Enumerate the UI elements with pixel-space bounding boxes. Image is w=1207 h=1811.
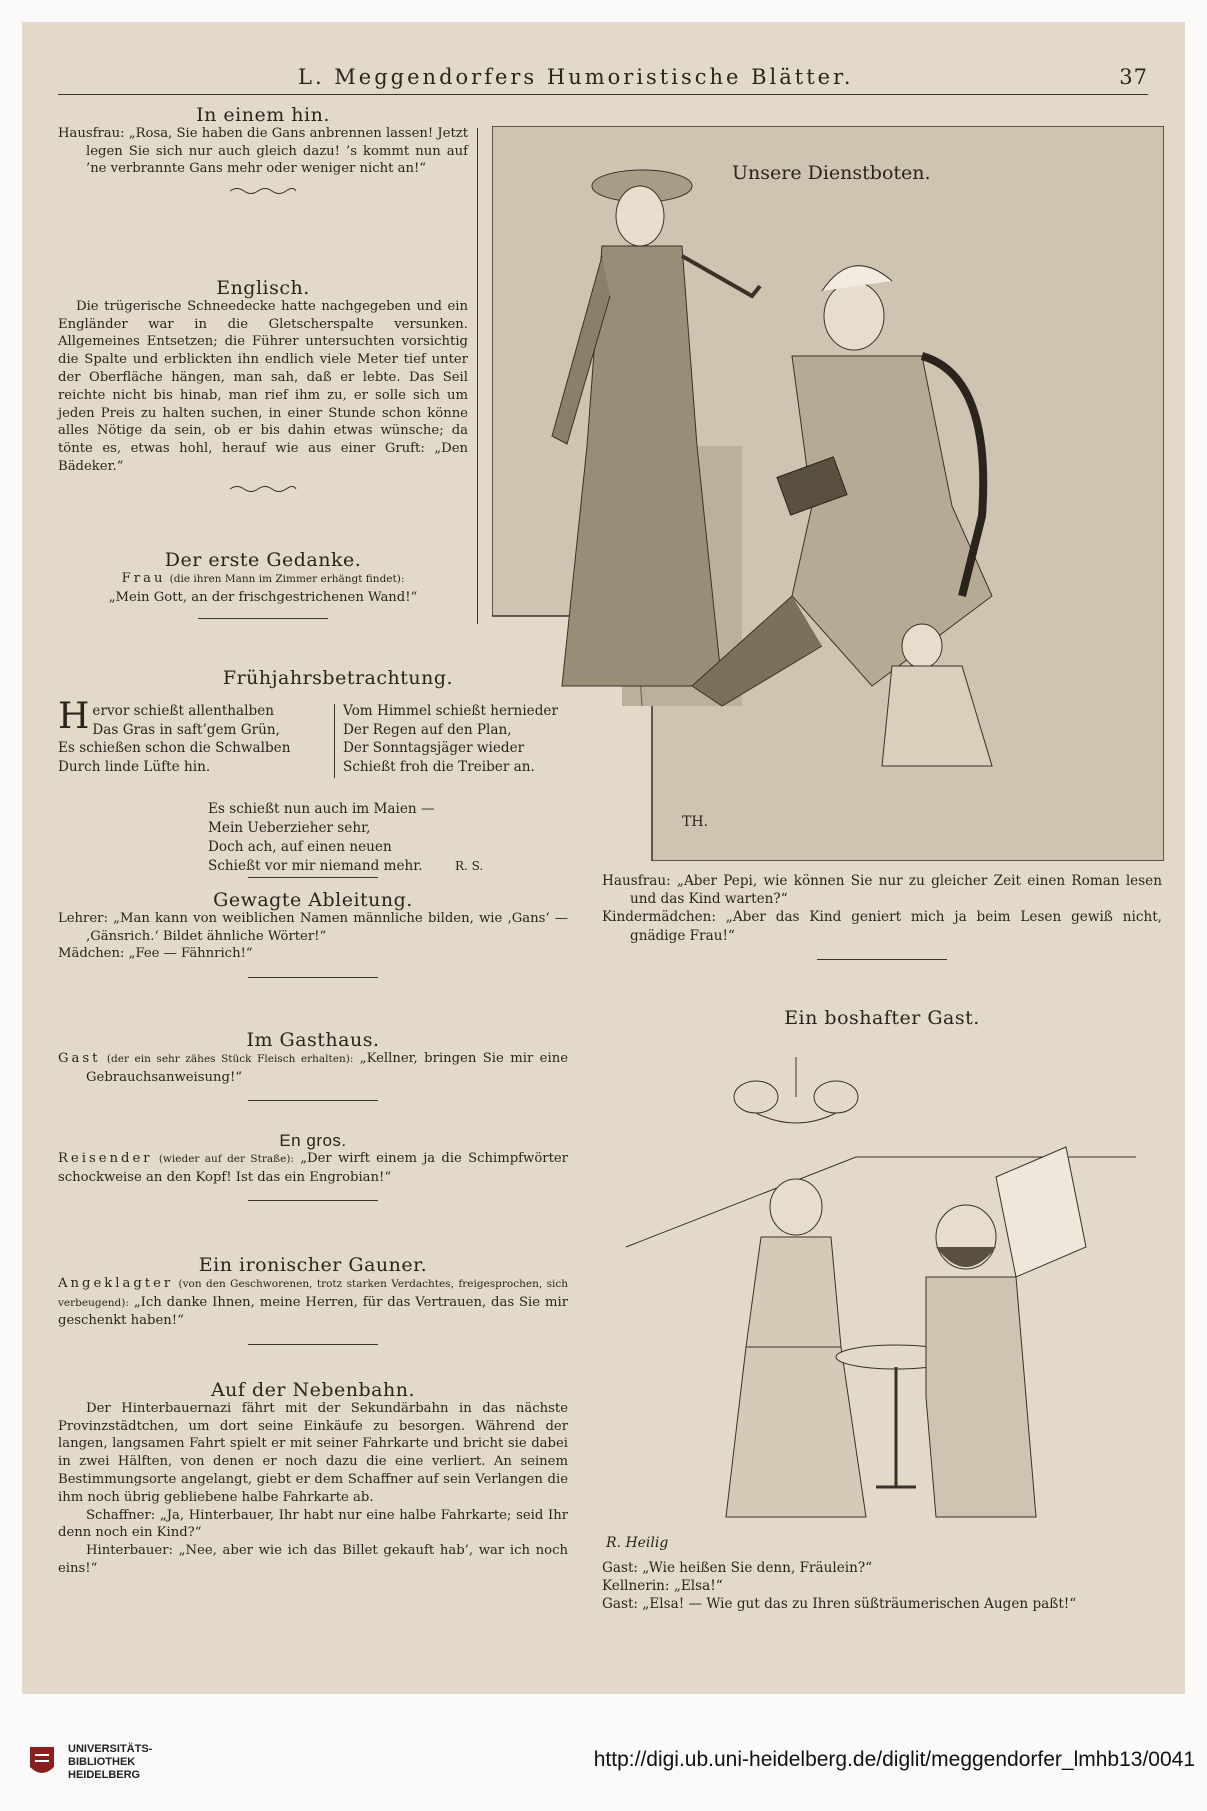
poem-line: Durch linde Lüfte hin. xyxy=(58,758,211,775)
article-text: Der Hinterbauernazi fährt mit der Sekundärbahn in das nächste Provinzstädtchen, um dort seine Einkäufe zu besorgen. Während der langen, langsamen Fahrt spielt er mit seiner Fahrkarte und bricht sie dabei in zwei Hälften, von denen er noch dazu die eine verliert. An seinem Bestimmungsorte angelangt, giebt er dem Schaffner auf sein Verlangen die ihm noch übrig gebliebene halbe Fahrkarte ab. xyxy=(58,1400,568,1505)
scanned-page xyxy=(22,22,1185,1694)
article-text: Mädchen: „Fee — Fähnrich!“ xyxy=(58,946,253,962)
speaker: Reisender xyxy=(58,1150,153,1166)
divider xyxy=(248,1200,378,1201)
illustration-signature: TH. xyxy=(682,814,708,830)
illustration-signature: R. Heilig xyxy=(606,1535,669,1551)
caption-line: Kellnerin: „Elsa!“ xyxy=(602,1578,723,1595)
article-text: Schaffner: „Ja, Hinterbauer, Ihr habt nur eine halbe Fahrkarte; seid Ihr denn noch ein Kind?“ xyxy=(58,1507,568,1541)
stage-note: (von den Geschworenen, trotz starken Verdachtes, freigesprochen, sich verbeugend): xyxy=(58,1277,568,1309)
poem-line: ervor schießt allenthalben xyxy=(92,703,275,719)
article-title: Ein ironischer Gauner. xyxy=(198,1254,428,1276)
drop-cap: H xyxy=(58,696,90,737)
illustration-boshafter-gast xyxy=(596,1047,1136,1557)
page-number: 37 xyxy=(1119,65,1148,89)
poem-line: Doch ach, auf einen neuen xyxy=(208,839,392,855)
poem-line: Der Sonntagsjäger wieder xyxy=(343,740,525,757)
poem-column-rule xyxy=(334,704,335,778)
article-title: Gewagte Ableitung. xyxy=(213,889,413,911)
library-crest-icon xyxy=(28,1745,56,1781)
speaker: Angeklagter xyxy=(58,1275,174,1291)
article-title: En gros. xyxy=(279,1131,347,1150)
stage-note: (der ein sehr zähes Stück Fleisch erhalten): xyxy=(106,1052,354,1065)
illustration-title: Unsere Dienstboten. xyxy=(732,162,931,184)
divider xyxy=(248,1344,378,1345)
poem-column-1 xyxy=(58,696,328,776)
article-text: „Ich danke Ihnen, meine Herren, für das Vertrauen, das Sie mir geschenkt haben!“ xyxy=(58,1294,568,1329)
caption-line: Gast: „Elsa! — Wie gut das zu Ihren süßträumerischen Augen paßt!“ xyxy=(602,1596,1077,1613)
article-title: In einem hin. xyxy=(196,104,330,126)
divider xyxy=(198,618,328,619)
speaker: Gast xyxy=(58,1050,101,1066)
poem-line: Vom Himmel schießt hernieder xyxy=(343,703,558,719)
magazine-sheet xyxy=(22,22,1185,1694)
illustration-dienstboten xyxy=(492,126,1164,861)
logo-text: HEIDELBERG xyxy=(68,1769,141,1781)
magazine-title: L. Meggendorfers Humoristische Blätter. xyxy=(298,65,854,89)
poem-line: Der Regen auf den Plan, xyxy=(343,721,512,738)
caption-boshafter-gast xyxy=(602,1559,1162,1614)
source-url[interactable]: http://digi.ub.uni-heidelberg.de/diglit/meggendorfer_lmhb13/0041 xyxy=(593,1748,1195,1771)
article-text: Hausfrau: „Rosa, Sie haben die Gans anbrennen lassen! Jetzt legen Sie sich nur auch gleich dazu! ’s kommt nun auf ’ne verbrannte Gans mehr oder weniger nicht an!“ xyxy=(58,125,468,177)
library-logo xyxy=(28,1737,188,1791)
illustration-title: Ein boshafter Gast. xyxy=(784,1007,980,1029)
article-text: Lehrer: „Man kann von weiblichen Namen männliche bilden, wie ‚Gans‘ — ‚Gänsrich.‘ Bildet ähnliche Wörter!“ xyxy=(58,910,568,944)
flourish-divider-icon xyxy=(228,484,298,494)
article-text: „Kellner, bringen Sie mir eine Gebrauchsanweisung!“ xyxy=(86,1050,569,1085)
caption-line: Kindermädchen: „Aber das Kind geniert mich ja beim Lesen gewiß nicht, gnädige Frau!“ xyxy=(602,909,1162,944)
article-title: Englisch. xyxy=(216,277,310,299)
article-auf-der-nebenbahn xyxy=(58,1379,568,1578)
divider xyxy=(248,877,378,878)
stage-note: (wieder auf der Straße): xyxy=(158,1152,294,1165)
logo-text: BIBLIOTHEK xyxy=(68,1756,136,1768)
flourish-divider-icon xyxy=(228,186,298,196)
poem-line: Schießt froh die Treiber an. xyxy=(343,758,535,775)
article-text: „Der wirft einem ja die Schimpfwörter schockweise an den Kopf! Ist das ein Engrobian!“ xyxy=(58,1150,568,1185)
article-ironischer-gauner xyxy=(58,1254,568,1359)
caption-line: Hausfrau: „Aber Pepi, wie können Sie nur zu gleicher Zeit einen Roman lesen und das Kind warten?“ xyxy=(602,873,1162,908)
poem-line: Mein Ueberzieher sehr, xyxy=(208,820,371,836)
article-title: Im Gasthaus. xyxy=(246,1029,380,1051)
divider xyxy=(248,1100,378,1101)
article-im-gasthaus xyxy=(58,1029,569,1115)
stage-note: (die ihren Mann im Zimmer erhängt findet): xyxy=(169,572,405,585)
article-title: Auf der Nebenbahn. xyxy=(210,1379,416,1401)
article-title: Der erste Gedanke. xyxy=(164,549,362,571)
poem-line: Das Gras in saft’gem Grün, xyxy=(92,721,280,738)
article-text: Hinterbauer: „Nee, aber wie ich das Billet gekauft hab’, war ich noch eins!“ xyxy=(58,1543,568,1576)
poem-author: R. S. xyxy=(454,859,484,873)
divider xyxy=(817,959,947,960)
column-rule xyxy=(477,128,478,624)
article-text: „Mein Gott, an der frischgestrichenen Wand!“ xyxy=(108,589,418,605)
article-der-erste-gedanke xyxy=(58,549,468,633)
page-header xyxy=(58,60,1148,95)
divider xyxy=(248,977,378,978)
article-text: Die trügerische Schneedecke hatte nachgegeben und ein Engländer war in die Gletscherspalte versunken. Allgemeines Entsetzen; die Führer untersuchten vorsichtig die Spalte und erblickten ihn endlich viele Meter tief unter der Oberfläche hängen, man sah, daß er lebte. Das Seil reichte nicht bis hinab, man rief ihm zu, er solle sich um jeden Preis zu halten suchen, in einer Stunde schon könne alles Nötige da sein, ob er bis dahin etwas wünsche; da tönte es, etwas hohl, herauf wie aus einer Gruft: „Den Bädeker.“ xyxy=(58,298,468,474)
speaker: Frau xyxy=(121,570,166,586)
article-en-gros xyxy=(58,1132,568,1215)
logo-text: UNIVERSITÄTS- xyxy=(68,1743,153,1755)
article-in-einem-hin xyxy=(58,104,468,204)
poem-line: Es schießen schon die Schwalben xyxy=(58,740,291,757)
article-englisch xyxy=(58,277,468,502)
poem-line: Es schießt nun auch im Maien — xyxy=(208,801,435,817)
poem-line: Schießt vor mir niemand mehr. xyxy=(208,858,423,874)
article-gewagte-ableitung xyxy=(58,877,568,992)
poem-title: Frühjahrsbetrachtung. xyxy=(222,667,454,689)
caption-line: Gast: „Wie heißen Sie denn, Fräulein?“ xyxy=(602,1560,873,1576)
poem-final-stanza xyxy=(208,800,483,876)
caption-dienstboten xyxy=(602,872,1162,974)
